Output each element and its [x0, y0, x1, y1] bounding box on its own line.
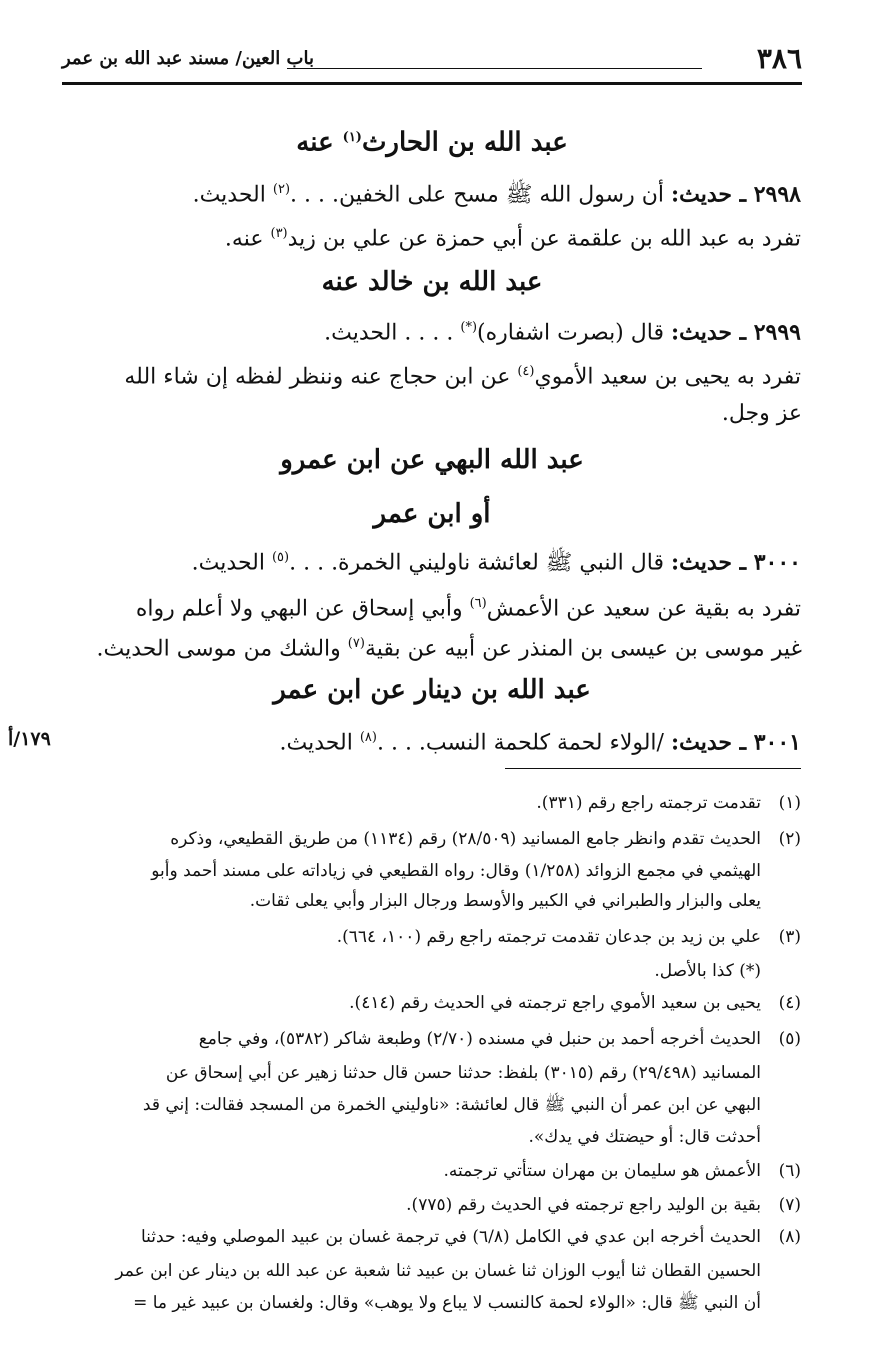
- section-subheading: أو ابن عمر: [373, 499, 491, 529]
- section-heading: عبد الله بن الحارث$^{(١)}$ عنه: [296, 127, 568, 158]
- footnote-4: (٤)يحيى بن سعيد الأموي راجع ترجمته في الحديث رقم (٤١٤).: [349, 993, 801, 1013]
- footnote-2: (٢)الحديث تقدم وانظر جامع المسانيد (٢٨/٥٠٩) رقم (١١٣٤) من طريق القطيعي، وذكره: [170, 829, 801, 849]
- section-heading: عبد الله بن خالد عنه: [321, 267, 543, 297]
- footnote-2-line: الهيثمي في مجمع الزوائد (١/٢٥٨) وقال: رواه القطيعي في زياداته على مسند أحمد وأبو: [151, 861, 761, 881]
- footnote-ref: (٣): [270, 226, 288, 241]
- footnote-ref: (*): [460, 320, 478, 335]
- footnote-8: (٨)الحديث أخرجه ابن عدي في الكامل (٦/٨) في ترجمة غسان بن عبيد الموصلي وفيه: حدثنا: [141, 1227, 801, 1247]
- hadith-2998: ٢٩٩٨ ـ حديث: أن رسول الله ﷺ مسح على الخفين. . . .$^{(٢)}$ الحديث.: [192, 181, 801, 208]
- footnote-3: (٣)علي بن زيد بن جدعان تقدمت ترجمته راجع رقم (١٠٠، ٦٦٤).: [336, 927, 801, 947]
- footnote-ref: (٦): [469, 596, 487, 611]
- footnote-ref: (٧): [347, 636, 365, 651]
- commentary-2999: تفرد به يحيى بن سعيد الأموي$^{(٤)}$ عن ابن حجاج عنه وننظر لفظه إن شاء الله: [124, 364, 801, 390]
- footnote-5: (٥)الحديث أخرجه أحمد بن حنبل في مسنده (٢/٧٠) وطبعة شاكر (٥٣٨٢)، وفي جامع: [198, 1029, 801, 1049]
- hadith-number: ٣٠٠٠ ـ حديث:: [670, 549, 801, 576]
- footnote-7: (٧)بقية بن الوليد راجع ترجمته في الحديث رقم (٧٧٥).: [406, 1195, 801, 1215]
- hadith-number: ٢٩٩٨ ـ حديث:: [670, 181, 801, 208]
- header-line: [287, 68, 702, 69]
- hadith-number: ٣٠٠١ ـ حديث:: [670, 729, 801, 756]
- footnote-2-line: يعلى والبزار والطبراني في الكبير والأوسط ورجال البزار وأبي يعلى ثقات.: [249, 891, 761, 911]
- hadith-2999: ٢٩٩٩ ـ حديث: قال (بصرت اشفاره)(*) . . . . الحديث.: [324, 319, 801, 346]
- commentary-3000-cont: غير موسى بن عيسى بن المنذر عن أبيه عن بقية$^{(٧)}$ والشك من موسى الحديث.: [96, 636, 802, 662]
- running-header: [62, 38, 802, 78]
- footnote-8-line: الحسين القطان ثنا أيوب الوزان ثنا غسان بن عبيد ثنا شعبة عن عبد الله بن دينار عن ابن عمر: [115, 1261, 761, 1281]
- commentary-2999-cont: عز وجل.: [721, 401, 802, 426]
- hadith-3001: ٣٠٠١ ـ حديث: /الولاء لحمة كلحمة النسب. . . .$^{(٨)}$ الحديث.: [279, 729, 801, 756]
- footnote-8-line: أن النبي ﷺ قال: «الولاء لحمة كالنسب لا يباع ولا يوهب» وقال: ولغسان بن عبيد غير ما =: [133, 1293, 761, 1313]
- footnote-ref: (١): [342, 130, 362, 145]
- hadith-3000: ٣٠٠٠ ـ حديث: قال النبي ﷺ لعائشة ناوليني الخمرة. . . .$^{(٥)}$ الحديث.: [191, 549, 801, 576]
- commentary-2998: تفرد به عبد الله بن علقمة عن أبي حمزة عن علي بن زيد$^{(٣)}$ عنه.: [224, 226, 801, 252]
- margin-folio-note: ١٧٩/أ: [8, 728, 51, 750]
- footnote-ref: (٢): [272, 182, 291, 197]
- header-title: باب العين/ مسند عبد الله بن عمر: [62, 48, 314, 69]
- hadith-number: ٢٩٩٩ ـ حديث:: [670, 319, 801, 346]
- section-heading: عبد الله بن دينار عن ابن عمر: [273, 675, 591, 705]
- page-number: ٣٨٦: [756, 42, 802, 75]
- footnote-5-line: المسانيد (٢٩/٤٩٨) رقم (٣٠١٥) بلفظ: حدثنا حسن قال حدثنا زهير عن أبي إسحاق عن: [165, 1063, 761, 1083]
- header-rule: [62, 82, 802, 85]
- footnote-5-line: البهي عن ابن عمر أن النبي ﷺ قال لعائشة: «ناوليني الخمرة من المسجد فقالت: إني قد: [142, 1095, 761, 1115]
- footnote-ref: (٨): [359, 730, 377, 745]
- footnote-3-line: (*) كذا بالأصل.: [654, 961, 761, 981]
- footnote-6: (٦)الأعمش هو سليمان بن مهران ستأتي ترجمته.: [443, 1161, 801, 1181]
- section-heading: عبد الله البهي عن ابن عمرو: [280, 445, 584, 475]
- footnote-separator: [505, 768, 801, 769]
- footnote-ref: (٥): [271, 550, 290, 565]
- footnote-5-line: أحدثت قال: أو حيضتك في يدك».: [528, 1127, 761, 1147]
- footnote-1: (١)تقدمت ترجمته راجع رقم (٣٣١).: [536, 793, 801, 813]
- footnote-ref: (٤): [517, 364, 535, 379]
- commentary-3000: تفرد به بقية عن سعيد عن الأعمش$^{(٦)}$ وأبي إسحاق عن البهي ولا أعلم رواه: [135, 596, 801, 622]
